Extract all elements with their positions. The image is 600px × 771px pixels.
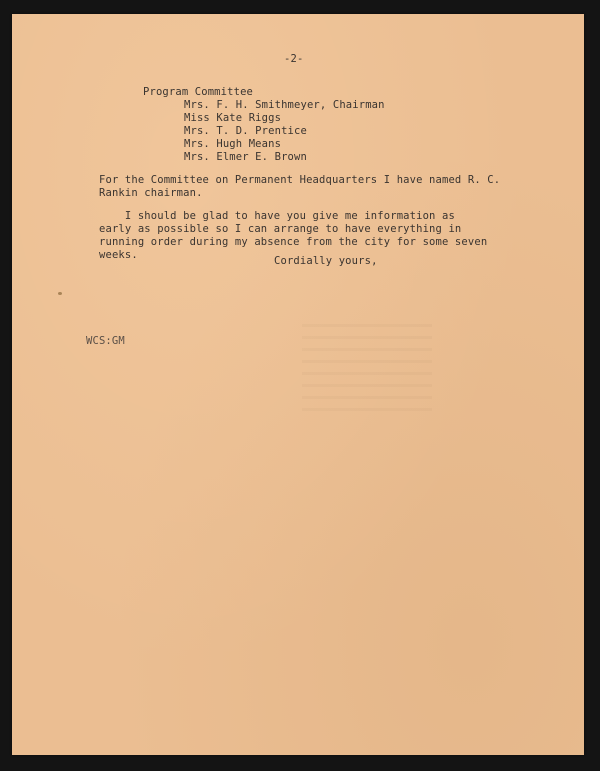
typist-initials: WCS:GM	[86, 335, 125, 347]
bleed-through-mark	[302, 324, 432, 414]
paper-stain	[58, 292, 62, 295]
paragraph-headquarters-line: For the Committee on Permanent Headquarters I have named R. C.	[99, 174, 501, 186]
letter-page	[12, 14, 584, 755]
committee-member: Miss Kate Riggs	[184, 112, 282, 124]
closing: Cordially yours,	[274, 255, 378, 267]
committee-member: Mrs. T. D. Prentice	[184, 125, 307, 137]
paragraph-headquarters-line: Rankin chairman.	[99, 187, 203, 199]
paragraph-information-line: running order during my absence from the city for some seven	[99, 236, 488, 248]
committee-heading: Program Committee	[143, 86, 254, 98]
committee-member: Mrs. Elmer E. Brown	[184, 151, 307, 163]
paragraph-information-line: early as possible so I can arrange to have everything in	[99, 223, 462, 235]
committee-member: Mrs. Hugh Means	[184, 138, 282, 150]
paragraph-information-line: I should be glad to have you give me information as	[99, 210, 455, 222]
paragraph-information-line: weeks.	[99, 249, 138, 261]
page-number: -2-	[284, 53, 304, 65]
committee-member: Mrs. F. H. Smithmeyer, Chairman	[184, 99, 385, 111]
